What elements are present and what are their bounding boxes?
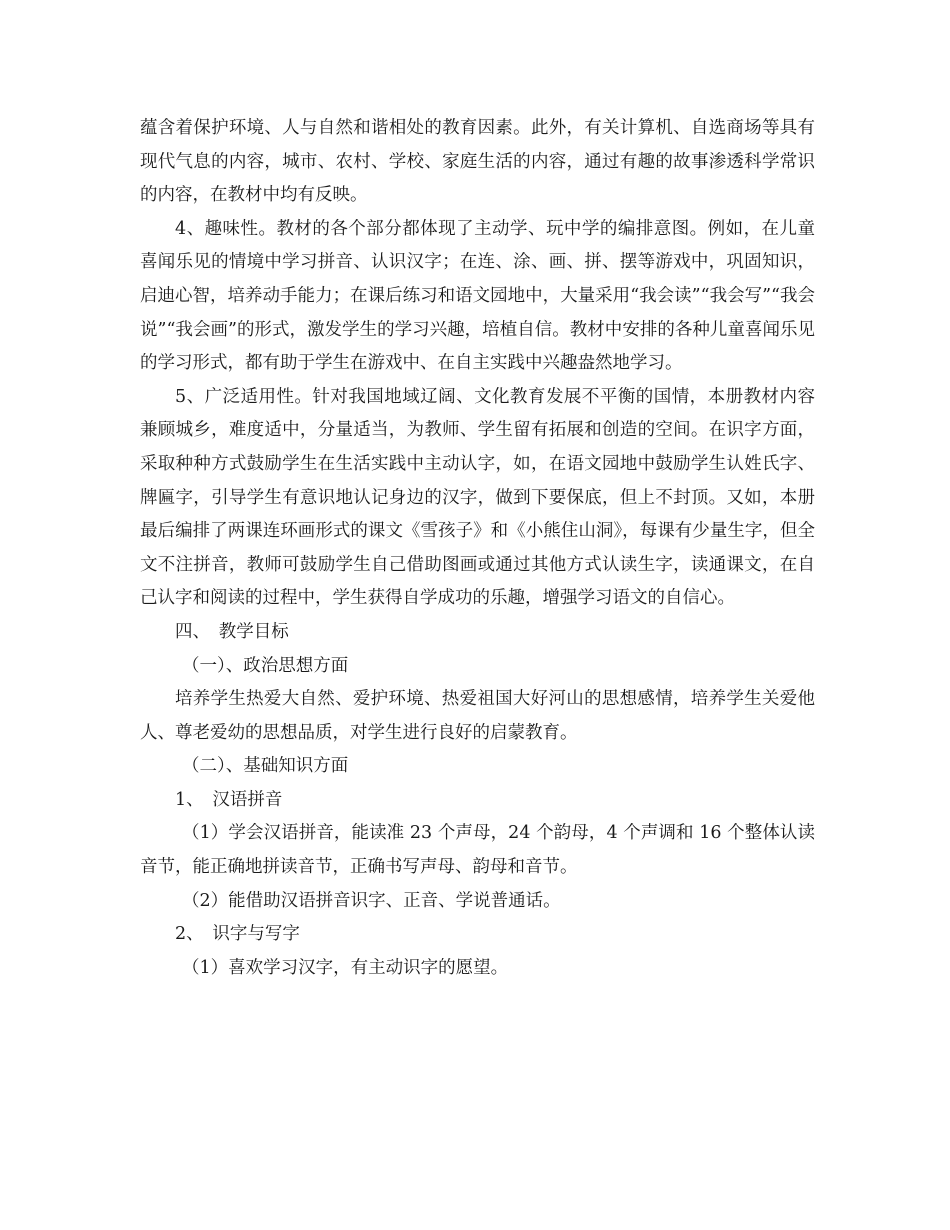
list-item-literacy-1: （1）喜欢学习汉字，有主动识字的愿望。: [182, 957, 509, 978]
document-body: [140, 112, 815, 985]
paragraph-continuation: 蕴含着保护环境、人与自然和谐相处的教育因素。此外，有关计算机、自选商场等具有现代气息的内容，城市、农村、学校、家庭生活的内容，通过有趣的故事渗透科学常识的内容，在教材中均有反映。: [140, 118, 815, 206]
list-item-pinyin-2: （2）能借助汉语拼音识字、正音、学说普通话。: [182, 890, 561, 911]
subheading-political: （一）、政治思想方面: [182, 655, 349, 676]
section-heading-teaching-goals: 四、 教学目标: [175, 621, 289, 642]
list-item-pinyin-1: （1）学会汉语拼音，能读准 23 个声母，24 个韵母，4 个声调和 16 个整体认读音节，能正确地拼读音节，正确书写声母、韵母和音节。: [140, 823, 815, 878]
paragraph-interest: 4、趣味性。教材的各个部分都体现了主动学、玩中学的编排意图。例如，在儿童喜闻乐见的情境中学习拼音、认识汉字；在连、涂、画、拼、摆等游戏中，巩固知识，启迪心智，培养动手能力；在课后练习和语文园地中，大量采用“我会读”“我会写”“我会说”“我会画”的形式，激发学生的学习兴趣，培植自信。教材中安排的各种儿童喜闻乐见的学习形式，都有助于学生在游戏中、在自主实践中兴趣盎然地学习。: [140, 218, 815, 374]
item-heading-literacy: 2、 识字与写字: [175, 924, 300, 945]
paragraph-applicability: 5、广泛适用性。针对我国地域辽阔、文化教育发展不平衡的国情，本册教材内容兼顾城乡，难度适中，分量适当，为教师、学生留有拓展和创造的空间。在识字方面，采取种种方式鼓励学生在生活实践中主动认字，如，在语文园地中鼓励学生认姓氏字、牌匾字，引导学生有意识地认记身边的汉字，做到下要保底，但上不封顶。又如，本册最后编排了两课连环画形式的课文《雪孩子》和《小熊住山洞》，每课有少量生字，但全文不注拼音，教师可鼓励学生自己借助图画或通过其他方式认读生字，读通课文，在自己认字和阅读的过程中，学生获得自学成功的乐趣，增强学习语文的自信心。: [140, 386, 815, 609]
item-heading-pinyin: 1、 汉语拼音: [175, 789, 283, 810]
paragraph-political: 培养学生热爱大自然、爱护环境、热爱祖国大好河山的思想感情，培养学生关爱他人、尊老爱幼的思想品质，对学生进行良好的启蒙教育。: [140, 689, 815, 743]
subheading-basic-knowledge: （二）、基础知识方面: [182, 756, 349, 777]
